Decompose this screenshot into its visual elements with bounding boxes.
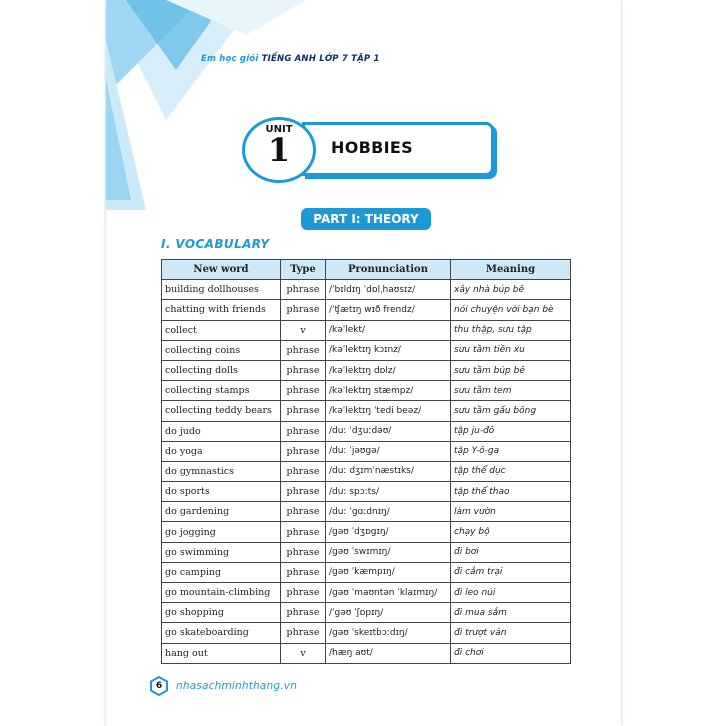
book-series-title bbox=[201, 54, 380, 64]
cell-word: collecting stamps bbox=[162, 381, 281, 401]
cell-pronunciation: /duː dʒɪmˈnæstɪks/ bbox=[326, 461, 451, 481]
cell-pronunciation: /duː spɔːts/ bbox=[326, 482, 451, 502]
cell-type: phrase bbox=[281, 542, 326, 562]
cell-type: phrase bbox=[281, 502, 326, 522]
page-number-holder bbox=[149, 676, 169, 696]
cell-type: phrase bbox=[281, 280, 326, 300]
book-page bbox=[106, 0, 621, 726]
cell-type: phrase bbox=[281, 340, 326, 360]
cell-meaning: đi mua sắm bbox=[451, 603, 571, 623]
cell-meaning: sưu tầm tiền xu bbox=[451, 340, 571, 360]
cell-word: do yoga bbox=[162, 441, 281, 461]
cell-word: collecting dolls bbox=[162, 360, 281, 380]
cell-word: go jogging bbox=[162, 522, 281, 542]
table-row bbox=[162, 482, 571, 502]
cell-meaning: tập thể thao bbox=[451, 482, 571, 502]
cell-word: chatting with friends bbox=[162, 300, 281, 320]
cell-word: do gymnastics bbox=[162, 461, 281, 481]
cell-pronunciation: /hæŋ aʊt/ bbox=[326, 643, 451, 663]
table-row bbox=[162, 643, 571, 663]
part-banner: PART I: THEORY bbox=[301, 208, 431, 230]
table-row bbox=[162, 421, 571, 441]
table-row bbox=[162, 340, 571, 360]
unit-number: 1 bbox=[267, 131, 291, 169]
vocabulary-table bbox=[161, 259, 571, 664]
table-row bbox=[162, 461, 571, 481]
cell-meaning: xây nhà búp bê bbox=[451, 280, 571, 300]
cell-type: phrase bbox=[281, 401, 326, 421]
table-row bbox=[162, 381, 571, 401]
cell-pronunciation: /kəˈlektɪŋ dɒlz/ bbox=[326, 360, 451, 380]
cell-meaning: nói chuyện với bạn bè bbox=[451, 300, 571, 320]
cell-meaning: làm vườn bbox=[451, 502, 571, 522]
cell-type: phrase bbox=[281, 623, 326, 643]
cell-meaning: tập ju-đô bbox=[451, 421, 571, 441]
cell-meaning: đi cắm trại bbox=[451, 562, 571, 582]
cell-meaning: tập thể dục bbox=[451, 461, 571, 481]
cell-type: v bbox=[281, 320, 326, 340]
cell-type: v bbox=[281, 643, 326, 663]
cell-word: do gardening bbox=[162, 502, 281, 522]
cell-type: phrase bbox=[281, 583, 326, 603]
cell-meaning: đi chơi bbox=[451, 643, 571, 663]
cell-type: phrase bbox=[281, 441, 326, 461]
cell-pronunciation: /gəʊ ˈdʒɒgɪŋ/ bbox=[326, 522, 451, 542]
table-row bbox=[162, 522, 571, 542]
cell-pronunciation: /kəˈlekt/ bbox=[326, 320, 451, 340]
table-row bbox=[162, 280, 571, 300]
cell-meaning: tập Y-ô-ga bbox=[451, 441, 571, 461]
cell-pronunciation: /duː ˈjəʊgə/ bbox=[326, 441, 451, 461]
cell-word: collecting coins bbox=[162, 340, 281, 360]
unit-label: UNIT bbox=[265, 124, 293, 135]
table-row bbox=[162, 502, 571, 522]
cell-meaning: thu thập, sưu tập bbox=[451, 320, 571, 340]
cell-pronunciation: /kəˈlektɪŋ kɔɪnz/ bbox=[326, 340, 451, 360]
cell-type: phrase bbox=[281, 482, 326, 502]
cell-word: collecting teddy bears bbox=[162, 401, 281, 421]
header-meaning: Meaning bbox=[451, 260, 571, 280]
cell-word: go camping bbox=[162, 562, 281, 582]
cell-pronunciation: /duː ˈdʒuːdəʊ/ bbox=[326, 421, 451, 441]
cell-type: phrase bbox=[281, 360, 326, 380]
unit-title-box bbox=[302, 122, 494, 176]
cell-pronunciation: /ˈʧætɪŋ wɪð frendz/ bbox=[326, 300, 451, 320]
table-row bbox=[162, 401, 571, 421]
table-row bbox=[162, 583, 571, 603]
cell-word: do sports bbox=[162, 482, 281, 502]
cell-meaning: đi trượt ván bbox=[451, 623, 571, 643]
cell-type: phrase bbox=[281, 300, 326, 320]
cell-meaning: đi bơi bbox=[451, 542, 571, 562]
cell-word: do judo bbox=[162, 421, 281, 441]
cell-word: go mountain-climbing bbox=[162, 583, 281, 603]
cell-pronunciation: /ˈbɪldɪŋ ˈdɒlˌhaʊsɪz/ bbox=[326, 280, 451, 300]
table-row bbox=[162, 623, 571, 643]
cell-word: go swimming bbox=[162, 542, 281, 562]
unit-badge bbox=[242, 117, 316, 183]
cell-pronunciation: /gəʊ ˈmaʊntən ˈklaɪmɪŋ/ bbox=[326, 583, 451, 603]
cell-pronunciation: /kəˈlektɪŋ stæmpz/ bbox=[326, 381, 451, 401]
cell-meaning: sưu tầm tem bbox=[451, 381, 571, 401]
table-row bbox=[162, 542, 571, 562]
cell-meaning: chạy bộ bbox=[451, 522, 571, 542]
table-header-row bbox=[162, 260, 571, 280]
header-type: Type bbox=[281, 260, 326, 280]
page-number: 6 bbox=[155, 681, 163, 691]
cell-meaning: sưu tầm gấu bông bbox=[451, 401, 571, 421]
cell-type: phrase bbox=[281, 421, 326, 441]
cell-type: phrase bbox=[281, 522, 326, 542]
cell-pronunciation: /ˈgəʊ ˈʃɒpɪŋ/ bbox=[326, 603, 451, 623]
unit-title: HOBBIES bbox=[331, 138, 413, 157]
cell-pronunciation: /gəʊ ˈswɪmɪŋ/ bbox=[326, 542, 451, 562]
section-heading: I. VOCABULARY bbox=[161, 237, 270, 251]
table-row bbox=[162, 300, 571, 320]
cell-pronunciation: /gəʊ ˈkæmpɪŋ/ bbox=[326, 562, 451, 582]
cell-type: phrase bbox=[281, 562, 326, 582]
table-row bbox=[162, 441, 571, 461]
cell-type: phrase bbox=[281, 461, 326, 481]
header-pronunciation: Pronunciation bbox=[326, 260, 451, 280]
cell-word: building dollhouses bbox=[162, 280, 281, 300]
table-row bbox=[162, 562, 571, 582]
publisher-website: nhasachminhthang.vn bbox=[176, 680, 298, 692]
cell-meaning: sưu tầm búp bê bbox=[451, 360, 571, 380]
cell-meaning: đi leo núi bbox=[451, 583, 571, 603]
cell-pronunciation: /kəˈlektɪŋ ˈtedi beəz/ bbox=[326, 401, 451, 421]
cell-word: hang out bbox=[162, 643, 281, 663]
cell-type: phrase bbox=[281, 381, 326, 401]
cell-pronunciation: /duː ˈgɑːdnɪŋ/ bbox=[326, 502, 451, 522]
cell-word: collect bbox=[162, 320, 281, 340]
series-prefix: Em học giỏi bbox=[201, 54, 259, 64]
cell-type: phrase bbox=[281, 603, 326, 623]
cell-word: go skateboarding bbox=[162, 623, 281, 643]
series-suffix: LỚP 7 TẬP 1 bbox=[319, 54, 380, 64]
series-subject: TIẾNG ANH bbox=[261, 54, 317, 64]
table-row bbox=[162, 320, 571, 340]
table-row bbox=[162, 603, 571, 623]
table-row bbox=[162, 360, 571, 380]
cell-word: go shopping bbox=[162, 603, 281, 623]
unit-header bbox=[242, 117, 492, 179]
cell-pronunciation: /gəʊ ˈskeɪtbɔːdɪŋ/ bbox=[326, 623, 451, 643]
header-new-word: New word bbox=[162, 260, 281, 280]
